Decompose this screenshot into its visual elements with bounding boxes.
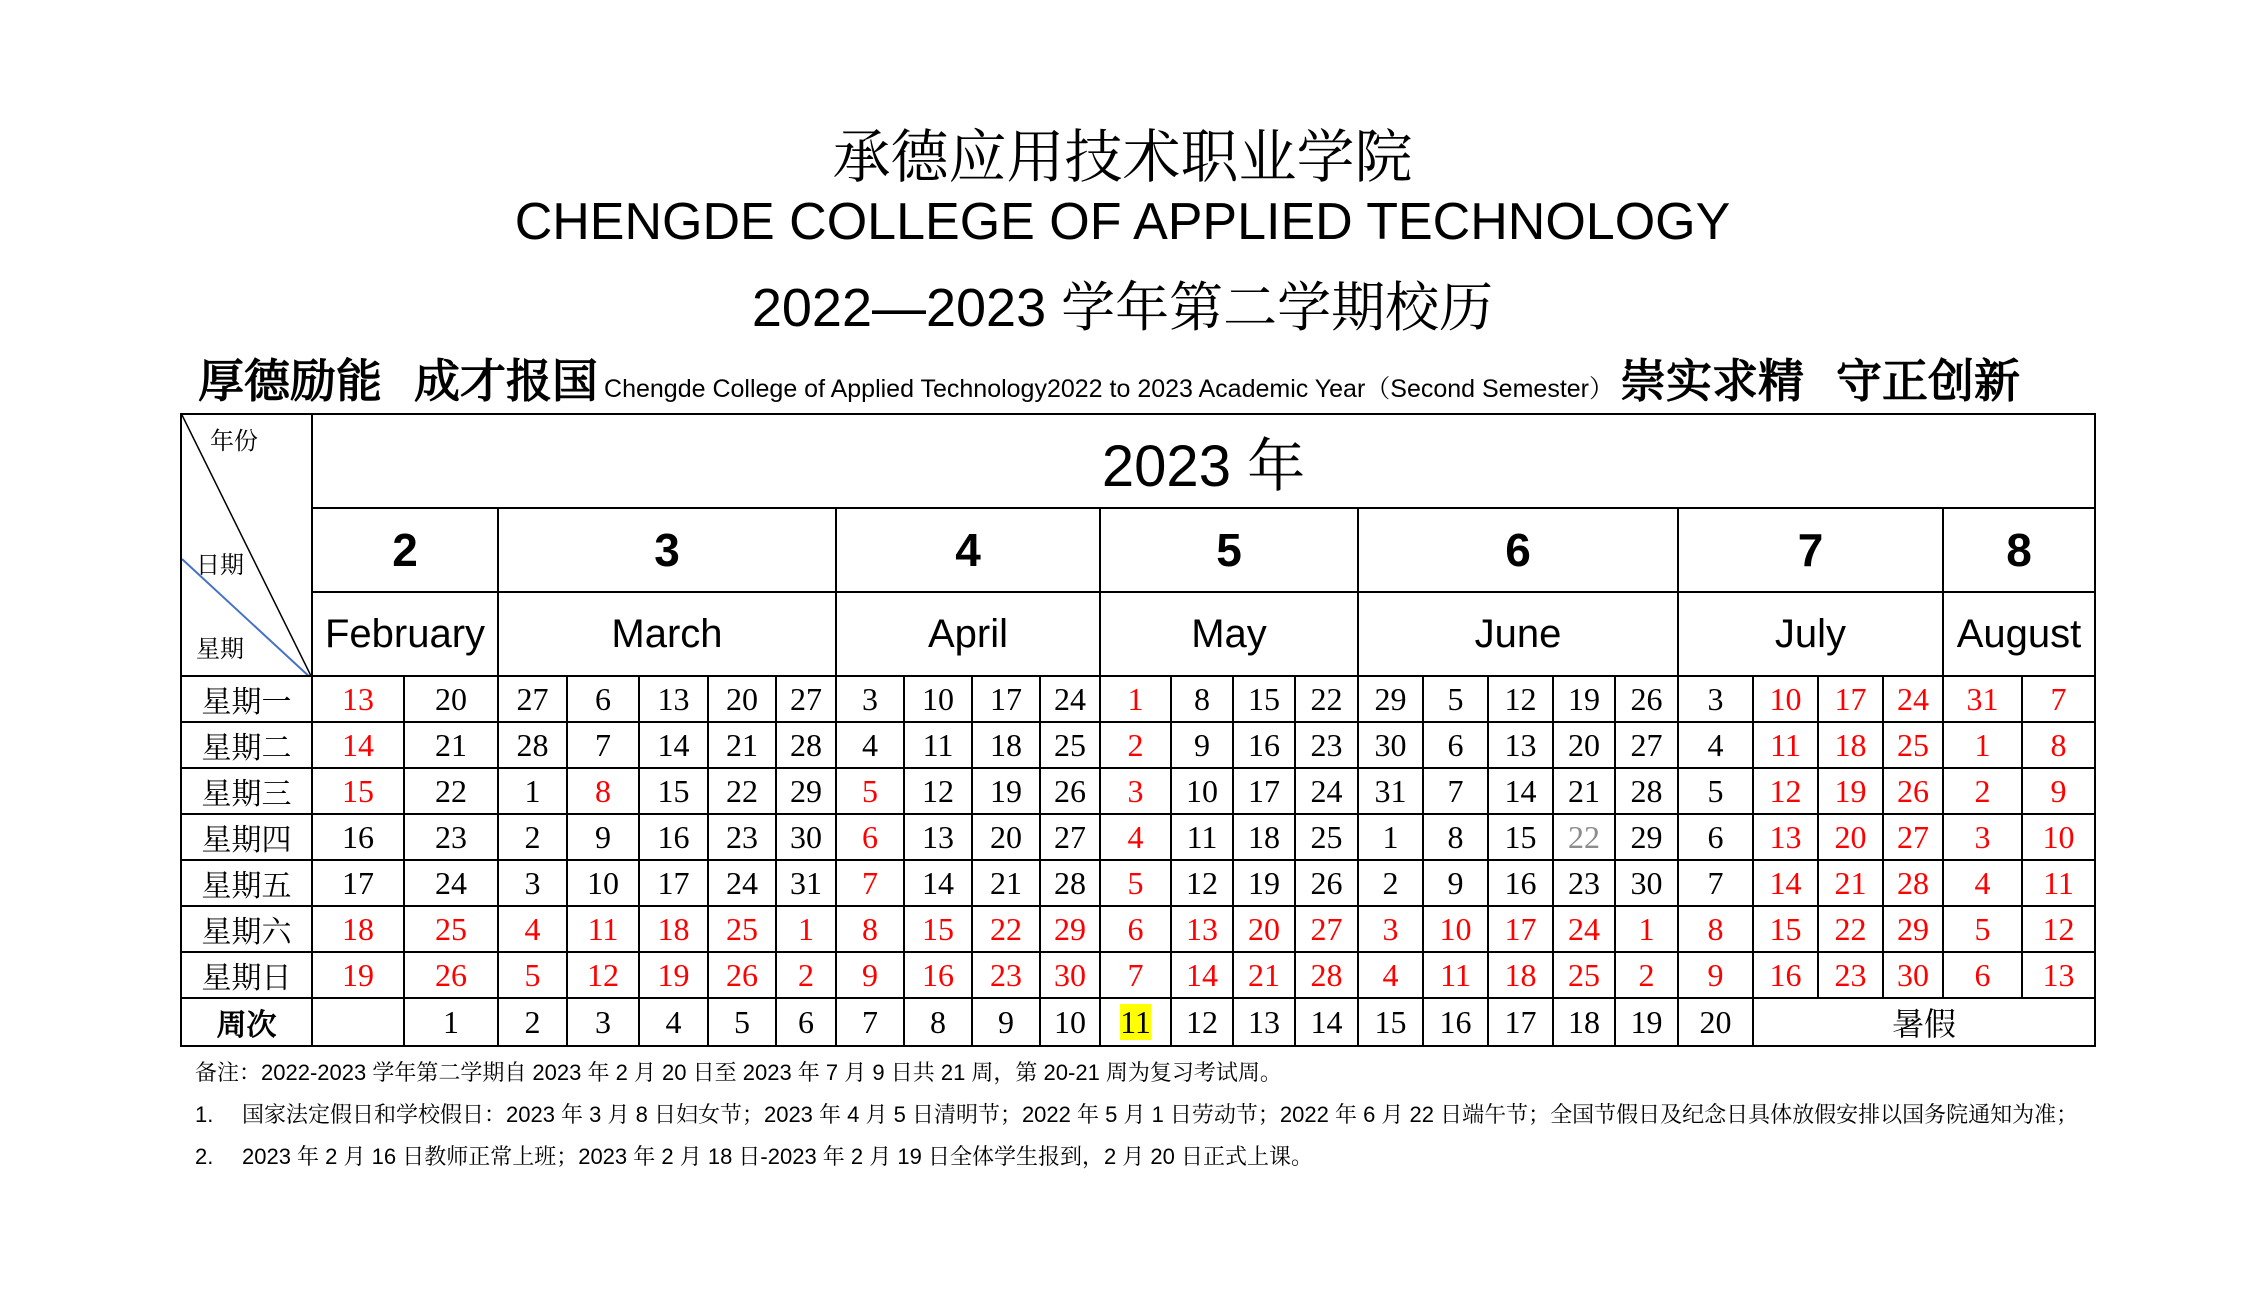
date-cell: 6 (1943, 952, 2022, 998)
date-cell: 23 (1553, 860, 1615, 906)
date-cell: 23 (1295, 722, 1358, 768)
date-cell: 23 (404, 814, 498, 860)
date-cell: 14 (1753, 860, 1818, 906)
date-cell: 27 (1615, 722, 1678, 768)
corner-date-label: 日期 (196, 551, 244, 579)
date-cell: 22 (404, 768, 498, 814)
date-cell: 26 (1615, 676, 1678, 722)
date-cell: 20 (1233, 906, 1295, 952)
date-cell: 6 (836, 814, 904, 860)
date-cell: 28 (498, 722, 567, 768)
note-number: 1. (195, 1102, 214, 1127)
month-number: 4 (836, 508, 1100, 592)
subtitle-en: Chengde College of Applied Technology2022 to 2023 Academic Year（Second Semester） (604, 375, 1614, 403)
date-cell: 23 (708, 814, 776, 860)
date-cell: 22 (1295, 676, 1358, 722)
date-cell: 16 (1753, 952, 1818, 998)
date-cell: 13 (1171, 906, 1233, 952)
date-cell: 22 (1818, 906, 1883, 952)
week-number-cell (1423, 998, 1488, 1046)
week-label: 周次 (181, 998, 312, 1046)
date-cell: 26 (708, 952, 776, 998)
date-cell: 17 (639, 860, 708, 906)
date-cell: 30 (776, 814, 836, 860)
date-cell: 18 (1488, 952, 1553, 998)
date-cell: 28 (1295, 952, 1358, 998)
date-cell: 23 (972, 952, 1040, 998)
date-cell: 19 (639, 952, 708, 998)
date-cell: 1 (1358, 814, 1423, 860)
date-cell: 19 (1233, 860, 1295, 906)
date-cell: 21 (1818, 860, 1883, 906)
week-number-cell (1358, 998, 1423, 1046)
date-cell: 26 (1040, 768, 1100, 814)
date-cell: 13 (639, 676, 708, 722)
date-cell: 12 (2022, 906, 2095, 952)
date-cell: 26 (404, 952, 498, 998)
date-cell: 10 (2022, 814, 2095, 860)
date-cell: 28 (1040, 860, 1100, 906)
corner-year-label: 年份 (210, 427, 258, 455)
date-cell: 11 (904, 722, 972, 768)
date-cell: 9 (1423, 860, 1488, 906)
date-cell: 29 (1883, 906, 1943, 952)
date-cell: 5 (1943, 906, 2022, 952)
date-cell: 10 (1171, 768, 1233, 814)
date-cell: 25 (1553, 952, 1615, 998)
month-name: June (1358, 592, 1678, 676)
date-cell: 15 (1488, 814, 1553, 860)
date-cell: 16 (312, 814, 404, 860)
date-cell: 16 (1488, 860, 1553, 906)
date-cell: 5 (836, 768, 904, 814)
week-number-cell (1171, 998, 1233, 1046)
date-cell: 11 (1753, 722, 1818, 768)
note-text: 国家法定假日和学校假日：2023 年 3 月 8 日妇女节；2023 年 4 月 5 日清明节；2022 年 5 月 1 日劳动节；2022 年 6 月 22 日端午节；全国节假日及纪念日具体放假安排以国务院通知为准； (242, 1102, 2079, 1127)
weekday-row (181, 906, 2095, 952)
date-cell: 8 (1423, 814, 1488, 860)
summer-vacation-cell: 暑假 (1753, 998, 2095, 1046)
week-number: 11 (1120, 1003, 1151, 1040)
date-cell: 16 (904, 952, 972, 998)
week-number: 5 (734, 1003, 750, 1040)
date-cell: 26 (1883, 768, 1943, 814)
weekday-row (181, 722, 2095, 768)
date-cell: 3 (836, 676, 904, 722)
week-number-cell (836, 998, 904, 1046)
date-cell: 7 (836, 860, 904, 906)
date-cell: 5 (498, 952, 567, 998)
date-cell: 4 (836, 722, 904, 768)
date-cell: 5 (1423, 676, 1488, 722)
date-cell: 20 (1553, 722, 1615, 768)
date-cell: 1 (1100, 676, 1171, 722)
date-cell: 15 (1233, 676, 1295, 722)
week-number-cell (1040, 998, 1100, 1046)
week-number: 17 (1504, 1003, 1537, 1040)
weekday-row (181, 768, 2095, 814)
date-cell: 11 (567, 906, 639, 952)
date-cell: 3 (498, 860, 567, 906)
date-cell: 12 (567, 952, 639, 998)
date-cell: 15 (904, 906, 972, 952)
date-cell: 2 (1615, 952, 1678, 998)
week-number-cell (404, 998, 498, 1046)
month-name: March (498, 592, 836, 676)
date-cell: 2 (498, 814, 567, 860)
notes-remark: 备注：2022-2023 学年第二学期自 2023 年 2 月 20 日至 2023 年 7 月 9 日共 21 周，第 20-21 周为复习考试周。 (195, 1060, 1282, 1085)
date-cell: 14 (639, 722, 708, 768)
date-cell: 13 (904, 814, 972, 860)
week-number: 8 (930, 1003, 946, 1040)
date-cell: 10 (567, 860, 639, 906)
date-cell: 27 (1883, 814, 1943, 860)
date-cell: 24 (1553, 906, 1615, 952)
date-cell: 3 (1943, 814, 2022, 860)
date-cell: 2 (1943, 768, 2022, 814)
date-cell: 10 (1423, 906, 1488, 952)
month-name: February (312, 592, 498, 676)
weekday-label: 星期三 (181, 768, 312, 814)
date-cell: 8 (1678, 906, 1753, 952)
date-cell: 21 (1233, 952, 1295, 998)
corner-header-cell (181, 414, 312, 676)
date-cell: 9 (1171, 722, 1233, 768)
date-cell: 1 (1943, 722, 2022, 768)
month-number: 3 (498, 508, 836, 592)
week-number: 20 (1699, 1003, 1732, 1040)
date-cell: 20 (1818, 814, 1883, 860)
week-number-cell (1488, 998, 1553, 1046)
date-cell: 23 (1818, 952, 1883, 998)
date-cell: 29 (1615, 814, 1678, 860)
weekday-row (181, 814, 2095, 860)
date-cell: 5 (1678, 768, 1753, 814)
date-cell: 28 (1615, 768, 1678, 814)
month-name: August (1943, 592, 2095, 676)
date-cell: 30 (1883, 952, 1943, 998)
date-cell: 6 (1423, 722, 1488, 768)
date-cell: 12 (1488, 676, 1553, 722)
date-cell: 30 (1615, 860, 1678, 906)
motto-right: 崇实求精 守正创新 (1620, 354, 2021, 408)
note-item (195, 1094, 2112, 1136)
date-cell: 25 (708, 906, 776, 952)
date-cell: 12 (904, 768, 972, 814)
date-cell: 30 (1358, 722, 1423, 768)
date-cell: 27 (498, 676, 567, 722)
date-cell: 17 (1818, 676, 1883, 722)
date-cell: 17 (1488, 906, 1553, 952)
weekday-label: 星期二 (181, 722, 312, 768)
year-header: 2023 年 (312, 414, 2095, 508)
date-cell: 13 (2022, 952, 2095, 998)
date-cell: 28 (1883, 860, 1943, 906)
date-cell: 1 (776, 906, 836, 952)
week-number-cell (972, 998, 1040, 1046)
date-cell: 22 (972, 906, 1040, 952)
date-cell: 4 (498, 906, 567, 952)
date-cell: 20 (972, 814, 1040, 860)
date-cell: 14 (1171, 952, 1233, 998)
week-number: 4 (665, 1003, 682, 1040)
month-number: 2 (312, 508, 498, 592)
note-text: 2023 年 2 月 16 日教师正常上班；2023 年 2 月 18 日-2023 年 2 月 19 日全体学生报到，2 月 20 日正式上课。 (242, 1144, 1313, 1169)
date-cell: 15 (639, 768, 708, 814)
date-cell: 31 (1358, 768, 1423, 814)
date-cell: 17 (1233, 768, 1295, 814)
date-cell: 24 (1040, 676, 1100, 722)
week-number: 16 (1439, 1003, 1472, 1040)
week-number: 9 (998, 1003, 1014, 1040)
date-cell: 7 (1678, 860, 1753, 906)
date-cell: 27 (776, 676, 836, 722)
date-cell: 8 (836, 906, 904, 952)
date-cell: 18 (312, 906, 404, 952)
date-cell: 8 (2022, 722, 2095, 768)
weekday-row (181, 676, 2095, 722)
date-cell: 14 (904, 860, 972, 906)
date-cell: 21 (404, 722, 498, 768)
date-cell: 1 (498, 768, 567, 814)
notes (195, 1052, 2112, 1178)
date-cell: 25 (1883, 722, 1943, 768)
date-cell: 21 (972, 860, 1040, 906)
date-cell: 19 (972, 768, 1040, 814)
week-number-row (181, 998, 2095, 1046)
date-cell: 2 (1358, 860, 1423, 906)
weekday-label: 星期一 (181, 676, 312, 722)
note-item (195, 1136, 2112, 1178)
week-number-cell (708, 998, 776, 1046)
date-cell: 31 (776, 860, 836, 906)
date-cell: 3 (1358, 906, 1423, 952)
date-cell: 28 (776, 722, 836, 768)
date-cell: 3 (1100, 768, 1171, 814)
date-cell: 8 (1171, 676, 1233, 722)
date-cell: 31 (1943, 676, 2022, 722)
date-cell: 6 (1678, 814, 1753, 860)
date-cell: 10 (904, 676, 972, 722)
date-cell: 20 (708, 676, 776, 722)
week-number-cell (1615, 998, 1678, 1046)
date-cell: 2 (776, 952, 836, 998)
date-cell: 6 (567, 676, 639, 722)
weekday-label: 星期日 (181, 952, 312, 998)
motto-left: 厚德励能 成才报国 (198, 354, 599, 408)
date-cell: 25 (404, 906, 498, 952)
week-number: 15 (1374, 1003, 1407, 1040)
week-number: 12 (1186, 1003, 1218, 1040)
date-cell: 2 (1100, 722, 1171, 768)
date-cell: 4 (1943, 860, 2022, 906)
date-cell: 13 (312, 676, 404, 722)
date-cell: 6 (1100, 906, 1171, 952)
date-cell: 27 (1295, 906, 1358, 952)
date-cell: 9 (567, 814, 639, 860)
date-cell: 21 (1553, 768, 1615, 814)
date-cell: 8 (567, 768, 639, 814)
date-cell: 12 (1753, 768, 1818, 814)
college-name-en: CHENGDE COLLEGE OF APPLIED TECHNOLOGY (514, 193, 1731, 251)
week-number: 10 (1054, 1003, 1086, 1040)
weekday-label: 星期四 (181, 814, 312, 860)
month-number: 6 (1358, 508, 1678, 592)
date-cell: 11 (1171, 814, 1233, 860)
date-cell: 13 (1753, 814, 1818, 860)
date-cell: 1 (1615, 906, 1678, 952)
date-cell: 25 (1040, 722, 1100, 768)
date-cell: 18 (1233, 814, 1295, 860)
date-cell: 15 (1753, 906, 1818, 952)
week-number: 3 (595, 1003, 611, 1040)
date-cell: 26 (1295, 860, 1358, 906)
date-cell: 14 (312, 722, 404, 768)
date-cell: 18 (1818, 722, 1883, 768)
date-cell: 15 (312, 768, 404, 814)
week-number: 13 (1248, 1003, 1280, 1040)
date-cell: 19 (1553, 676, 1615, 722)
date-cell: 18 (639, 906, 708, 952)
week-number: 18 (1568, 1003, 1600, 1040)
week-number-cell (1553, 998, 1615, 1046)
college-name-cn: 承德应用技术职业学院 (832, 123, 1413, 191)
date-cell: 11 (1423, 952, 1488, 998)
date-cell: 29 (1040, 906, 1100, 952)
date-cell: 25 (1295, 814, 1358, 860)
date-cell: 7 (2022, 676, 2095, 722)
date-cell: 17 (972, 676, 1040, 722)
week-number-cell (1295, 998, 1358, 1046)
date-cell: 9 (836, 952, 904, 998)
date-cell: 30 (1040, 952, 1100, 998)
date-cell: 4 (1678, 722, 1753, 768)
date-cell: 7 (1423, 768, 1488, 814)
semester-title: 2022—2023 学年第二学期校历 (751, 278, 1494, 338)
week-number-cell (1678, 998, 1753, 1046)
date-cell: 16 (1233, 722, 1295, 768)
week-number-cell (1100, 998, 1171, 1046)
month-name: April (836, 592, 1100, 676)
date-cell: 7 (1100, 952, 1171, 998)
calendar-table (180, 413, 2096, 1047)
week-number: 6 (798, 1003, 814, 1040)
month-number: 8 (1943, 508, 2095, 592)
date-cell: 10 (1753, 676, 1818, 722)
date-cell: 22 (708, 768, 776, 814)
week-number-cell (312, 998, 404, 1046)
date-cell: 9 (2022, 768, 2095, 814)
date-cell: 29 (776, 768, 836, 814)
date-cell: 3 (1678, 676, 1753, 722)
week-number-cell (776, 998, 836, 1046)
weekday-label: 星期五 (181, 860, 312, 906)
month-name: July (1678, 592, 1943, 676)
month-number: 7 (1678, 508, 1943, 592)
date-cell: 16 (639, 814, 708, 860)
date-cell: 20 (404, 676, 498, 722)
date-cell: 29 (1358, 676, 1423, 722)
week-number-cell (567, 998, 639, 1046)
week-number: 7 (862, 1003, 878, 1040)
month-number: 5 (1100, 508, 1358, 592)
corner-weekday-label: 星期 (196, 635, 244, 663)
week-number: 1 (443, 1003, 459, 1040)
date-cell: 4 (1358, 952, 1423, 998)
date-cell: 5 (1100, 860, 1171, 906)
week-number-cell (639, 998, 708, 1046)
date-cell: 4 (1100, 814, 1171, 860)
week-number-cell (904, 998, 972, 1046)
date-cell: 14 (1488, 768, 1553, 814)
date-cell: 12 (1171, 860, 1233, 906)
week-number-cell (1233, 998, 1295, 1046)
date-cell: 19 (1818, 768, 1883, 814)
date-cell: 9 (1678, 952, 1753, 998)
date-cell: 22 (1553, 814, 1615, 860)
date-cell: 27 (1040, 814, 1100, 860)
week-number: 19 (1630, 1003, 1663, 1040)
week-number: 14 (1310, 1003, 1343, 1040)
date-cell: 18 (972, 722, 1040, 768)
date-cell: 13 (1488, 722, 1553, 768)
date-cell: 24 (404, 860, 498, 906)
week-number: 2 (524, 1003, 541, 1040)
date-cell: 17 (312, 860, 404, 906)
date-cell: 19 (312, 952, 404, 998)
date-cell: 21 (708, 722, 776, 768)
note-number: 2. (195, 1144, 214, 1169)
weekday-row (181, 952, 2095, 998)
date-cell: 7 (567, 722, 639, 768)
date-cell: 24 (1295, 768, 1358, 814)
week-number-cell (498, 998, 567, 1046)
weekday-label: 星期六 (181, 906, 312, 952)
date-cell: 24 (708, 860, 776, 906)
month-name: May (1100, 592, 1358, 676)
weekday-row (181, 860, 2095, 906)
date-cell: 11 (2022, 860, 2095, 906)
motto-line (198, 345, 2068, 411)
date-cell: 24 (1883, 676, 1943, 722)
